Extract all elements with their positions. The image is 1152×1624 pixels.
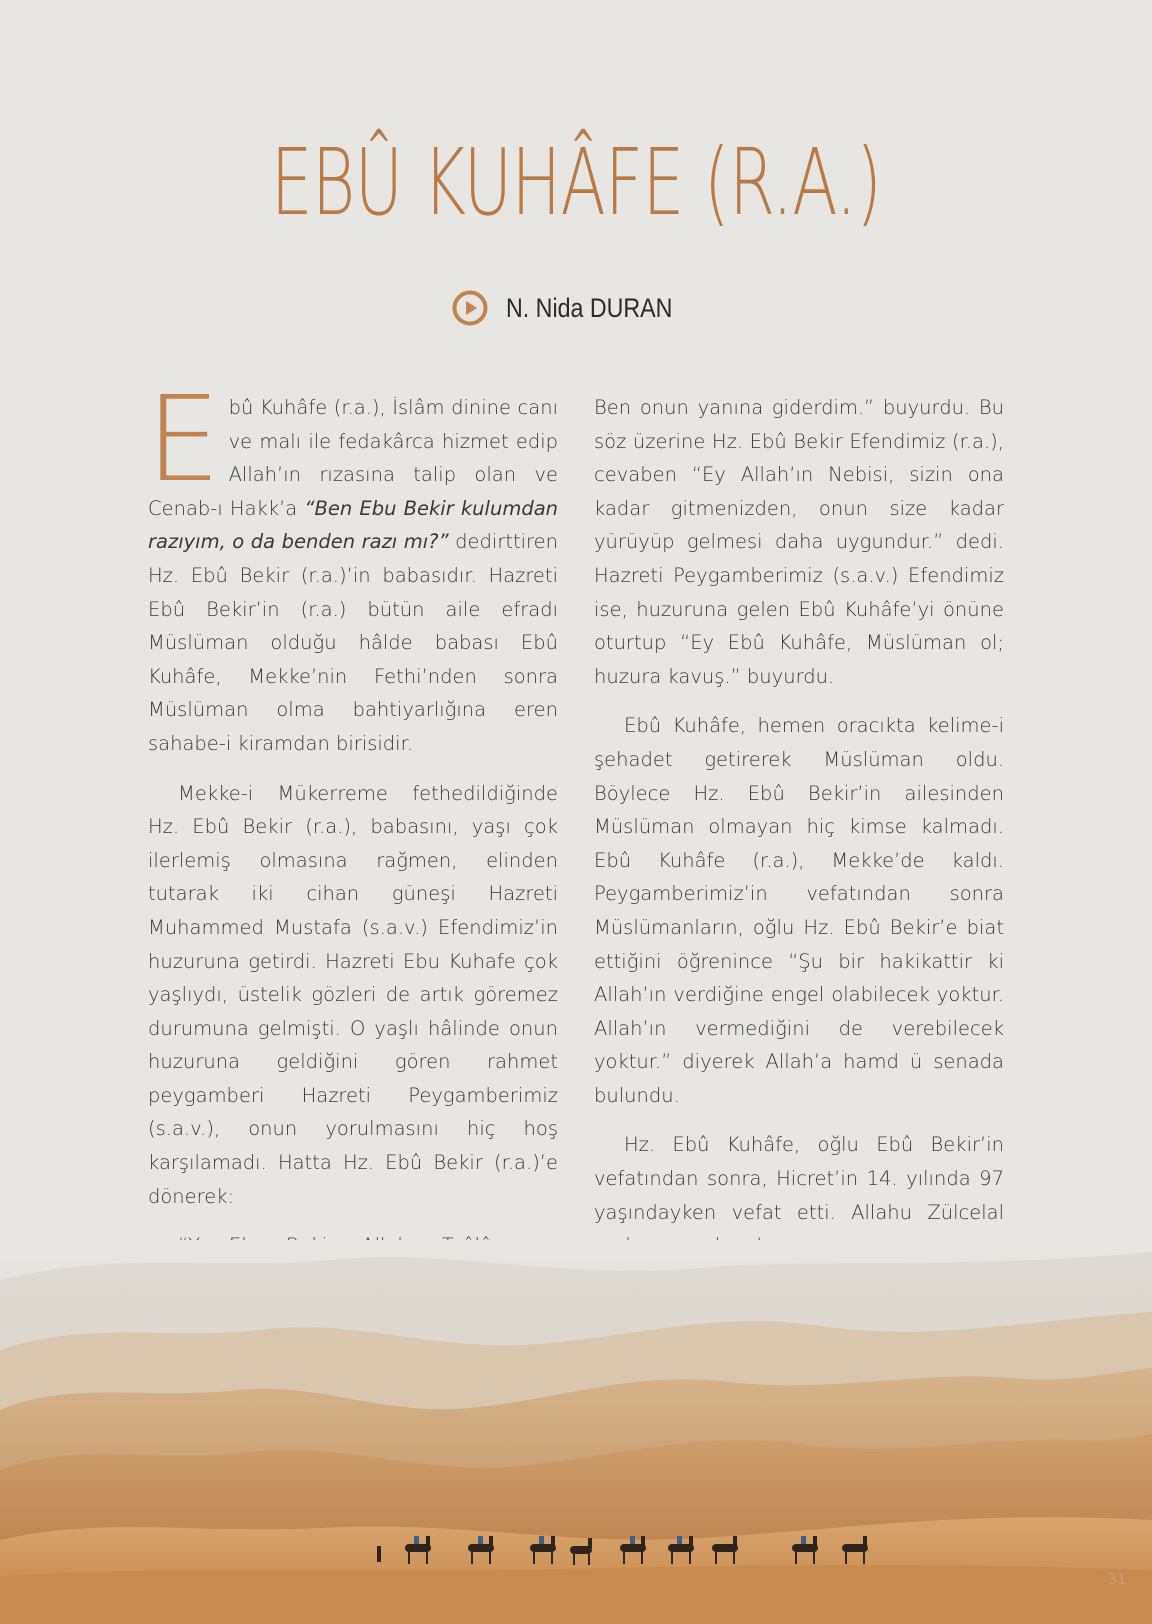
drop-cap: E xyxy=(146,370,221,508)
intro-text: bû Kuhâfe (r.a.), İslâm dinine canı ve malı ile fedakârca hizmet edip Allah’ın rızasına talip olan ve Cenab-ı Hakk’a xyxy=(148,396,558,520)
right-column xyxy=(594,391,1004,1279)
author-name: N. Nida DURAN xyxy=(506,292,673,323)
article-title: EBÛ KUHÂFE (R.A.) xyxy=(270,129,882,236)
paragraph-mecca: Mekke-i Mükerreme fethedildiğinde Hz. Ebû Bekir (r.a.), babasını, yaşı çok ilerlemiş olmasına rağmen, elinden tutarak iki cihan güneşi Hazreti Muhammed Mustafa (s.a.v.) Efendimiz’in huzuruna getirdi. Hazreti Ebu Kuhafe çok yaşlıydı, üstelik gözleri de artık göremez durumuna gelmişti. O yaşlı hâlinde onun huzuruna geldiğini gören rahmet peygamberi Hazreti Peygamberimiz (s.a.v.), onun yorulmasını hiç hoş karşılamadı. Hatta Hz. Ebû Bekir (r.a.)’e dönerek: xyxy=(148,781,558,1208)
play-circle-icon xyxy=(452,290,488,326)
intro-text-continued: dedirttiren Hz. Ebû Bekir (r.a.)’in babasıdır. Hazreti Ebû Bekir’in (r.a.) bütün aile efradı Müslüman olduğu hâlde babası Ebû Kuhâfe, Mekke’nin Fethi’nden sonra Müslüman olma bahtiyarlığına eren sahabe-i kiramdan birisidir. xyxy=(148,530,558,755)
paragraph-conversion: Ebû Kuhâfe, hemen oracıkta kelime-i şehadet getirerek Müslüman oldu. Böylece Hz. Ebû Bekir’in ailesinden Müslüman olmayan hiç kimse kalmadı. Ebû Kuhâfe (r.a.), Mekke’de kaldı. Peygamberimiz’in vefatından sonra Müslümanların, oğlu Hz. Ebû Bekir’e biat ettiğini öğrenince “Şu bir hakikattir ki Allah’ın verdiğine engel olabilecek yoktur. Allah’ın vermediğini de verebilecek yoktur.” diyerek Allah’a hamd ü senada bulundu. xyxy=(594,714,1004,1107)
page-number: 31 xyxy=(1108,1572,1126,1588)
paragraph-death: Hz. Ebû Kuhâfe, oğlu Ebû Bekir’in vefatından sonra, Hicret’in 14. yılında 97 yaşındayken vefat etti. Allahu Zülcelal xyxy=(594,1133,1004,1224)
desert-caravan-image xyxy=(0,1240,1152,1624)
paragraph-reply: Ben onun yanına giderdim.” buyurdu. Bu söz üzerine Hz. Ebû Bekir Efendimiz (r.a.), cevaben “Ey Allah’ın Nebisi, sizin ona kadar gitmenizden, onun size kadar yürüyüp gelmesi daha uygundur.” dedi. Hazreti Peygamberimiz (s.a.v.) Efendimiz ise, huzuruna gelen Ebû Kuhâfe’yi önüne oturtup “Ey Ebû Kuhâfe, Müslüman ol; huzura kavuş.” buyurdu. xyxy=(594,396,1004,688)
intro-quote: “Ben Ebu Bekir kulumdan razıyım, o da benden razı mı?” xyxy=(148,496,559,554)
paragraph-intro xyxy=(146,370,559,761)
author-byline xyxy=(0,290,1152,330)
left-column xyxy=(146,370,559,1380)
